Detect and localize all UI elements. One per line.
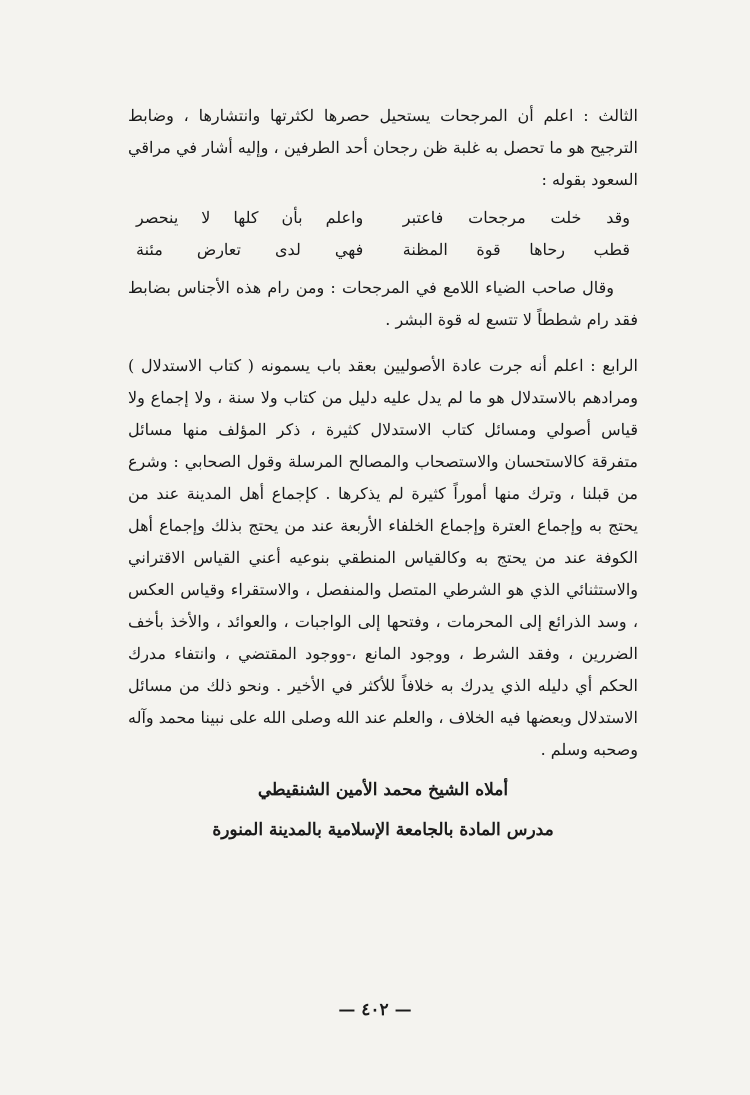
signature-author: أملاه الشيخ محمد الأمين الشنقيطي xyxy=(257,780,509,800)
document-body xyxy=(128,100,638,850)
signature-affiliation: مدرس المادة بالجامعة الإسلامية بالمدينة المنورة xyxy=(212,820,554,840)
poem-verses xyxy=(128,202,638,266)
poem-hemistich-1a: وقد خلت مرجحات فاعتبر xyxy=(402,208,630,227)
poem-verse-1 xyxy=(136,202,630,234)
paragraph-quote: وقال صاحب الضياء اللامع في المرجحات : ومن رام هذه الأجناس بضابط فقد رام شططاً لا تتسع له قوة البشر . xyxy=(128,278,638,329)
poem-hemistich-2b: فهي لدى تعارض مئنة xyxy=(136,240,364,259)
poem-hemistich-1b: واعلم بأن كلها لا ينحصر xyxy=(136,208,364,227)
paragraph-fourth: الرابع : اعلم أنه جرت عادة الأصوليين بعقد باب يسمونه ( كتاب الاستدلال ) ومرادهم بالاستدلال هو ما لم يدل عليه دليل من كتاب ولا سنة ، ولا إجماع ولا قياس أصولي ومسائل كتاب الاستدلال كثيرة ، ذكر المؤلف منها مسائل متفرقة كالاستحسان والاستصحاب والمصالح المرسلة وقول الصحابي : وشرع من قبلنا ، وترك منها أموراً كثيرة لم يذكرها . كإجماع أهل المدينة عند من يحتج به وإجماع العترة وإجماع الخلفاء الأربعة عند من يحتج بذلك وإجماع أهل الكوفة عند من يحتج به وكالقياس المنطقي بنوعيه أعني القياس الاقتراني والاستثنائي الذي هو الشرطي المتصل والمنفصل ، والاستقراء وقياس العكس ، وسد الذرائع إلى المحرمات ، وفتحها إلى الواجبات ، والعوائد ، والأخذ بأخف الضررين ، وفقد الشرط ، ووجود المانع ،-ووجود المقتضي ، وانتفاء مدرك الحكم أي دليله الذي يدرك به خلافاً للأكثر في الأخير . ونحو ذلك من مسائل الاستدلال وبعضها فيه الخلاف ، والعلم عند الله وصلى الله على نبينا محمد وآله وصحبه وسلم . xyxy=(128,356,639,759)
poem-verse-2 xyxy=(136,234,630,266)
page-number: — ٤٠٢ — xyxy=(338,1000,412,1020)
paragraph-gap xyxy=(128,336,638,350)
paragraph-third: الثالث : اعلم أن المرجحات يستحيل حصرها لكثرتها وانتشارها ، وضابط الترجيح هو ما تحصل به غلبة ظن رجحان أحد الطرفين ، وإليه أشار في مراقي السعود بقوله : xyxy=(128,106,638,189)
poem-hemistich-2a: قطب رحاها قوة المظنة xyxy=(402,240,630,259)
